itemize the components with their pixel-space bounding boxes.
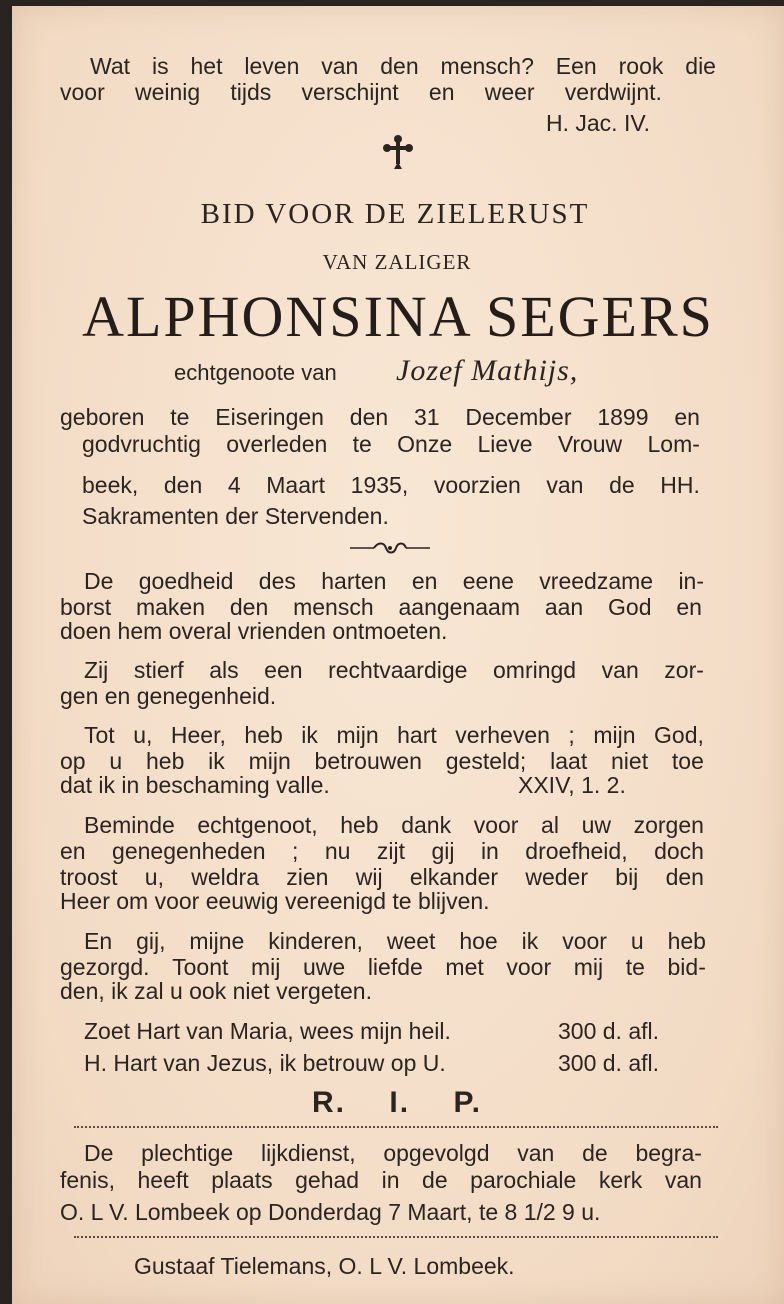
word: hoe [459, 928, 498, 954]
word: wij [355, 864, 383, 890]
word: ik [208, 748, 225, 774]
word: vreedzame [539, 568, 654, 594]
word: voor [562, 928, 607, 954]
word: mijn [248, 748, 291, 774]
word: heb [145, 748, 185, 774]
word: aan [544, 594, 584, 620]
bio-line-2 [82, 431, 700, 457]
motto-reference: H. Jac. IV. [546, 110, 650, 136]
word: rechtvaardige [328, 657, 468, 683]
p4-line-2 [60, 838, 704, 864]
word: plaats [211, 1167, 273, 1193]
word: de [609, 472, 635, 498]
word: in [381, 1167, 400, 1193]
motto-line-2 [60, 79, 662, 105]
word: ; [568, 722, 575, 748]
word: van [601, 657, 639, 683]
deceased-name: ALPHONSINA SEGERS [82, 284, 714, 349]
word: u [109, 748, 123, 774]
word: zien [286, 864, 329, 890]
word: gesteld; [445, 748, 527, 774]
p4-line-1 [84, 812, 704, 838]
word: leven [244, 53, 300, 79]
rip-r: R. [312, 1086, 346, 1119]
word: eene [462, 568, 514, 594]
word: liefde [367, 954, 423, 980]
word: en [674, 404, 700, 430]
card-subtitle: VAN ZALIGER [322, 250, 472, 274]
word: Zij [84, 657, 109, 683]
p1-line-2 [60, 594, 702, 620]
p1-line-1 [84, 568, 704, 594]
p4-line-4: Heer om voor eeuwig vereenigd te blijven. [60, 888, 490, 914]
rip-label [312, 1086, 482, 1120]
word: en [676, 594, 702, 620]
p2-line-1 [84, 657, 704, 683]
rip-p: P. [453, 1086, 482, 1119]
word: plechtige [141, 1140, 234, 1166]
word: Eiseringen [215, 404, 324, 430]
spouse-label: echtgenoote van [174, 360, 337, 385]
word: nu [324, 838, 351, 864]
word: de [582, 1140, 608, 1166]
word: ik [521, 928, 539, 954]
p2-line-2: gen en genegenheid. [60, 683, 277, 709]
word: zijt [376, 838, 406, 864]
word: HH. [660, 472, 700, 498]
word: al [541, 812, 559, 838]
word: Een [555, 53, 597, 79]
word: mij [251, 954, 281, 980]
word: godvruchtig [82, 431, 201, 457]
word: van [664, 1167, 702, 1193]
word: niet [611, 748, 649, 774]
word: beek, [82, 472, 139, 498]
word: verschijnt [301, 79, 399, 105]
word: Toont [172, 954, 229, 980]
word: weet [386, 928, 436, 954]
word: ik [301, 722, 318, 748]
word: voor [506, 954, 552, 980]
word: mijn [336, 722, 379, 748]
word: lijkdienst, [260, 1140, 356, 1166]
word: dank [401, 812, 452, 838]
bio-line-4: Sakramenten der Stervenden. [82, 503, 389, 529]
word: maken [135, 594, 206, 620]
word: Heer, [170, 722, 226, 748]
word: heb [244, 722, 283, 748]
word: op [60, 748, 86, 774]
word: bij [615, 864, 639, 890]
word: gij [431, 838, 455, 864]
word: weder [525, 864, 589, 890]
word: geboren [60, 404, 145, 430]
word: en [411, 568, 438, 594]
word: rook [618, 53, 664, 79]
word: Beminde [84, 812, 175, 838]
word: den [349, 404, 389, 430]
word: 4 [227, 472, 241, 498]
word: verheven [455, 722, 550, 748]
word: mijn [593, 722, 636, 748]
word: voorzien [433, 472, 521, 498]
word: heeft [137, 1167, 189, 1193]
word: den [229, 594, 269, 620]
word: mij [573, 954, 604, 980]
word: droefheid, [525, 838, 628, 864]
word: zor- [664, 657, 704, 683]
word: weer [484, 79, 535, 105]
word: Lom- [647, 431, 700, 457]
funeral-line-2 [60, 1167, 702, 1193]
word: echtgenoot, [197, 812, 318, 838]
word: gij, [136, 928, 166, 954]
word: u [630, 928, 644, 954]
word: den [665, 864, 704, 890]
word: te [352, 431, 372, 457]
word: stierf [133, 657, 184, 683]
indulgence-1-value: 300 d. afl. [558, 1018, 660, 1044]
word: in- [678, 568, 704, 594]
word: van [321, 53, 359, 79]
word: Wat [90, 53, 131, 79]
word: Vrouw [557, 431, 623, 457]
word: 31 [413, 404, 440, 430]
word: u, [133, 722, 153, 748]
p4-line-3 [60, 864, 704, 890]
word: voor [60, 79, 105, 105]
p3-reference: XXIV, 1. 2. [518, 772, 626, 798]
memorial-card [12, 6, 784, 1304]
word: elkander [409, 864, 499, 890]
word: En [84, 928, 113, 954]
word: in [480, 838, 499, 864]
p5-line-3: den, ik zal u ook niet vergeten. [60, 978, 372, 1004]
word: te [170, 404, 190, 430]
word: gezorgd. [60, 954, 150, 980]
word: uwe [303, 954, 346, 980]
word: aangenaam [398, 594, 520, 620]
word: opgevolgd [383, 1140, 490, 1166]
word: u, [144, 864, 164, 890]
word: mijne [189, 928, 245, 954]
word: de [422, 1167, 448, 1193]
word: te [625, 954, 645, 980]
word: mensch? [440, 53, 534, 79]
word: bid- [667, 954, 706, 980]
word: van [517, 1140, 555, 1166]
cross-icon [382, 134, 414, 170]
word: Onze [397, 431, 453, 457]
word: weldra [191, 864, 260, 890]
bio-line-3 [82, 472, 700, 498]
word: den [163, 472, 203, 498]
word: als [209, 657, 239, 683]
motto-line-1 [90, 53, 716, 79]
word: van [546, 472, 584, 498]
dotted-separator-2 [74, 1236, 718, 1238]
rip-i: I. [389, 1086, 411, 1119]
word: laat [550, 748, 588, 774]
word: overleden [226, 431, 328, 457]
word: fenis, [60, 1167, 115, 1193]
word: 1935, [350, 472, 409, 498]
word: uw [581, 812, 611, 838]
word: een [264, 657, 303, 683]
word: borst [60, 594, 112, 620]
word: is [151, 53, 169, 79]
word: December [465, 404, 572, 430]
spouse-name: Jozef Mathijs, [396, 354, 579, 387]
word: heb [667, 928, 706, 954]
indulgence-1-text: Zoet Hart van Maria, wees mijn heil. [84, 1018, 451, 1044]
word: omringd [493, 657, 577, 683]
p3-line-3: dat ik in beschaming valle. [60, 772, 330, 798]
word: voor [473, 812, 519, 838]
indulgence-2-text: H. Hart van Jezus, ik betrouw op U. [84, 1050, 446, 1076]
word: ; [292, 838, 299, 864]
p5-line-2 [60, 954, 706, 980]
word: het [190, 53, 223, 79]
word: De [84, 1140, 114, 1166]
word: God, [654, 722, 704, 748]
flourish-divider-icon [348, 541, 432, 555]
word: genegenheden [112, 838, 266, 864]
word: goedheid [138, 568, 234, 594]
printer-credit: Gustaaf Tielemans, O. L V. Lombeek. [134, 1253, 515, 1279]
word: verdwijnt. [564, 79, 662, 105]
word: doch [654, 838, 704, 864]
word: troost [60, 864, 118, 890]
word: zorgen [633, 812, 704, 838]
word: mensch [293, 594, 374, 620]
funeral-line-1 [84, 1140, 702, 1166]
word: Maart [266, 472, 326, 498]
card-title: BID VOOR DE ZIELERUST [200, 198, 590, 230]
word: heb [340, 812, 379, 838]
word: met [445, 954, 484, 980]
word: parochiale [470, 1167, 577, 1193]
word: die [685, 53, 716, 79]
word: den [380, 53, 419, 79]
p3-line-1 [84, 722, 704, 748]
bio-line-1 [60, 404, 700, 430]
word: en [428, 79, 455, 105]
p1-line-3: doen hem overal vrienden ontmoeten. [60, 618, 448, 644]
word: God [608, 594, 652, 620]
word: en [60, 838, 86, 864]
funeral-line-3: O. L V. Lombeek op Donderdag 7 Maart, te 8 1/2 9 u. [60, 1199, 601, 1225]
word: weinig [134, 79, 201, 105]
p3-line-2 [60, 748, 704, 774]
word: kinderen, [268, 928, 363, 954]
word: kerk [598, 1167, 643, 1193]
word: begra- [635, 1140, 702, 1166]
word: harten [321, 568, 387, 594]
word: tijds [230, 79, 272, 105]
word: hart [397, 722, 437, 748]
word: Tot [84, 722, 115, 748]
word: 1899 [597, 404, 649, 430]
word: gehad [295, 1167, 360, 1193]
word: toe [671, 748, 704, 774]
dotted-separator-1 [74, 1126, 718, 1128]
word: betrouwen [314, 748, 422, 774]
p5-line-1 [84, 928, 706, 954]
word: Lieve [477, 431, 533, 457]
indulgence-2-value: 300 d. afl. [558, 1050, 660, 1076]
word: De [84, 568, 114, 594]
word: des [258, 568, 296, 594]
